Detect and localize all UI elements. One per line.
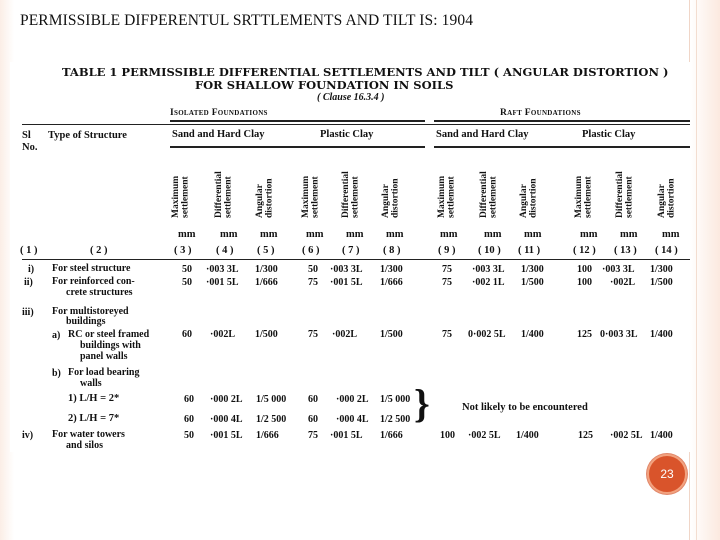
soil-raft-plastic-header: Plastic Clay <box>582 129 636 140</box>
colnum-4: ( 4 ) <box>216 245 234 256</box>
param-head-4: Maximum settlement <box>301 175 321 218</box>
row-iii-a-cell-14: 1/400 <box>650 329 673 340</box>
row-iii-a-cell-13: 0·003 3L <box>600 329 638 340</box>
unit-2: mm <box>220 229 238 240</box>
colnum-8: ( 8 ) <box>383 245 401 256</box>
row-b1-cell-3: 60 <box>184 394 194 405</box>
row-iv-cell-9: 100 <box>440 430 455 441</box>
soil-raft-sand-header: Sand and Hard Clay <box>436 129 529 140</box>
param-head-7: Maximum settlement <box>437 175 457 218</box>
unit-8: mm <box>484 229 502 240</box>
row-ii-cell-10: ·002 1L <box>472 277 505 288</box>
colnum-5: ( 5 ) <box>257 245 275 256</box>
page-number-badge: 23 <box>647 454 687 494</box>
not-likely-note: Not likely to be encountered <box>462 402 588 413</box>
row-b2-cell-3: 60 <box>184 414 194 425</box>
row-i-label: For steel structure <box>52 263 131 274</box>
row-iii-a-label-3: panel walls <box>80 351 128 362</box>
row-b2-cell-4: ·000 4L <box>210 414 243 425</box>
brace-symbol: } <box>414 381 430 426</box>
param-head-9: Angular distortion <box>519 178 539 218</box>
soil-iso-sand-header: Sand and Hard Clay <box>172 129 265 140</box>
unit-12: mm <box>662 229 680 240</box>
row-b1-cell-7: ·000 2L <box>336 394 369 405</box>
row-iv-cell-14: 1/400 <box>650 430 673 441</box>
rule-raft <box>434 120 690 122</box>
row-iv-cell-4: ·001 5L <box>210 430 243 441</box>
colnum-10: ( 10 ) <box>478 245 501 256</box>
row-iii-a-cell-5: 1/500 <box>255 329 278 340</box>
row-i-cell-8: 1/300 <box>380 264 403 275</box>
param-head-2: Differential settlement <box>214 171 234 218</box>
row-iv-number: iv) <box>22 430 34 441</box>
row-b1-cell-8: 1/5 000 <box>380 394 411 405</box>
row-ii-cell-3: 50 <box>182 277 192 288</box>
row-iii-a-label-2: buildings with <box>80 340 141 351</box>
type-of-structure-header: Type of Structure <box>48 130 127 141</box>
row-iii-a-number: a) <box>52 330 61 341</box>
no-label: No. <box>22 142 38 153</box>
colnum-14: ( 14 ) <box>655 245 678 256</box>
row-b1-cell-6: 60 <box>308 394 318 405</box>
colnum-6: ( 6 ) <box>302 245 320 256</box>
row-iii-a-cell-8: 1/500 <box>380 329 403 340</box>
row-iv-cell-3: 50 <box>184 430 194 441</box>
row-i-cell-3: 50 <box>182 264 192 275</box>
rule-soil-iso <box>170 146 425 148</box>
table-clause: ( Clause 16.3.4 ) <box>317 92 385 103</box>
unit-4: mm <box>306 229 324 240</box>
row-b2-cell-5: 1/2 500 <box>256 414 287 425</box>
row-ii-cell-7: ·001 5L <box>330 277 363 288</box>
unit-9: mm <box>524 229 542 240</box>
row-ii-cell-9: 75 <box>442 277 452 288</box>
colnum-1: ( 1 ) <box>20 245 38 256</box>
colnum-11: ( 11 ) <box>518 245 541 256</box>
unit-10: mm <box>580 229 598 240</box>
param-head-6: Angular distortion <box>381 178 401 218</box>
row-iii-b-label-2: walls <box>80 378 102 389</box>
unit-1: mm <box>178 229 196 240</box>
row-i-cell-14: 1/300 <box>650 264 673 275</box>
row-b1-cell-5: 1/5 000 <box>256 394 287 405</box>
slide-title: PERMISSIBLE DIFPERENTUL SRTTLEMENTS AND TILT IS: 1904 <box>20 12 474 29</box>
row-iii-b-label-1: For load bearing <box>68 367 140 378</box>
row-iii-a-cell-4: ·002L <box>210 329 236 340</box>
row-ii-cell-14: 1/500 <box>650 277 673 288</box>
row-i-cell-13: ·003 3L <box>602 264 635 275</box>
row-iv-label-2: and silos <box>66 440 103 451</box>
row-iii-label-2: buildings <box>66 316 106 327</box>
row-iii-b-number: b) <box>52 368 61 379</box>
table-subtitle: FOR SHALLOW FOUNDATION IN SOILS <box>195 78 454 92</box>
row-b2-label: 2) L/H = 7* <box>68 413 120 424</box>
param-head-10: Maximum settlement <box>574 175 594 218</box>
row-iii-a-cell-11: 1/400 <box>521 329 544 340</box>
row-b2-cell-6: 60 <box>308 414 318 425</box>
row-ii-cell-12: 100 <box>577 277 592 288</box>
unit-3: mm <box>260 229 278 240</box>
row-ii-cell-4: ·001 5L <box>206 277 239 288</box>
colnum-7: ( 7 ) <box>342 245 360 256</box>
row-iv-cell-13: ·002 5L <box>610 430 643 441</box>
row-i-cell-4: ·003 3L <box>206 264 239 275</box>
row-i-cell-9: 75 <box>442 264 452 275</box>
row-i-cell-12: 100 <box>577 264 592 275</box>
unit-7: mm <box>440 229 458 240</box>
param-head-11: Differential settlement <box>615 171 635 218</box>
param-head-8: Differential settlement <box>479 171 499 218</box>
row-iv-label-1: For water towers <box>52 429 125 440</box>
row-b1-label: 1) L/H = 2* <box>68 393 120 404</box>
row-iv-cell-7: ·001 5L <box>330 430 363 441</box>
colnum-3: ( 3 ) <box>174 245 192 256</box>
row-iii-a-label-1: RC or steel framed <box>68 329 150 340</box>
param-head-3: Angular distortion <box>255 178 275 218</box>
row-ii-label-1: For reinforced con- <box>52 276 135 287</box>
scanned-table-image <box>10 62 690 452</box>
row-iii-a-cell-6: 75 <box>308 329 318 340</box>
table-title: TABLE 1 PERMISSIBLE DIFFERENTIAL SETTLEMENTS AND TILT ( ANGULAR DISTORTION ) <box>62 65 669 79</box>
colnum-2: ( 2 ) <box>90 245 108 256</box>
row-ii-cell-13: ·002L <box>610 277 636 288</box>
rule-soil-raft <box>434 146 690 148</box>
row-iii-a-cell-3: 60 <box>182 329 192 340</box>
row-i-number: i) <box>28 264 35 275</box>
row-iii-number: iii) <box>22 307 34 318</box>
row-i-cell-11: 1/300 <box>521 264 544 275</box>
row-iv-cell-6: 75 <box>308 430 318 441</box>
colnum-13: ( 13 ) <box>614 245 637 256</box>
row-iv-cell-10: ·002 5L <box>468 430 501 441</box>
row-iv-cell-5: 1/666 <box>256 430 279 441</box>
row-ii-cell-8: 1/666 <box>380 277 403 288</box>
row-ii-label-2: crete structures <box>66 287 133 298</box>
row-i-cell-5: 1/300 <box>255 264 278 275</box>
row-i-cell-6: 50 <box>308 264 318 275</box>
group-isolated-foundations: Isolated Foundations <box>170 108 268 118</box>
row-b2-cell-8: 1/2 500 <box>380 414 411 425</box>
row-iii-a-cell-10: 0·002 5L <box>468 329 506 340</box>
param-head-12: Angular distortion <box>657 178 677 218</box>
row-iii-label-1: For multistoreyed <box>52 306 129 317</box>
soil-iso-plastic-header: Plastic Clay <box>320 129 374 140</box>
row-ii-number: ii) <box>24 277 33 288</box>
unit-11: mm <box>620 229 638 240</box>
param-head-1: Maximum settlement <box>171 175 191 218</box>
rule-header-top <box>22 124 690 125</box>
param-head-5: Differential settlement <box>341 171 361 218</box>
rule-isolated <box>170 120 425 122</box>
row-ii-cell-11: 1/500 <box>521 277 544 288</box>
unit-5: mm <box>346 229 364 240</box>
row-ii-cell-6: 75 <box>308 277 318 288</box>
row-iv-cell-8: 1/666 <box>380 430 403 441</box>
sl-label: Sl <box>22 130 31 141</box>
row-ii-cell-5: 1/666 <box>255 277 278 288</box>
group-raft-foundations: Raft Foundations <box>500 108 581 118</box>
row-b2-cell-7: ·000 4L <box>336 414 369 425</box>
row-iv-cell-12: 125 <box>578 430 593 441</box>
colnum-12: ( 12 ) <box>573 245 596 256</box>
row-i-cell-10: ·003 3L <box>472 264 505 275</box>
row-iii-a-cell-7: ·002L <box>332 329 358 340</box>
rule-under-colnums <box>22 259 690 260</box>
colnum-9: ( 9 ) <box>438 245 456 256</box>
row-iv-cell-11: 1/400 <box>516 430 539 441</box>
row-iii-a-cell-9: 75 <box>442 329 452 340</box>
row-i-cell-7: ·003 3L <box>330 264 363 275</box>
unit-6: mm <box>386 229 404 240</box>
slide-right-border <box>689 0 720 540</box>
row-b1-cell-4: ·000 2L <box>210 394 243 405</box>
row-iii-a-cell-12: 125 <box>577 329 592 340</box>
